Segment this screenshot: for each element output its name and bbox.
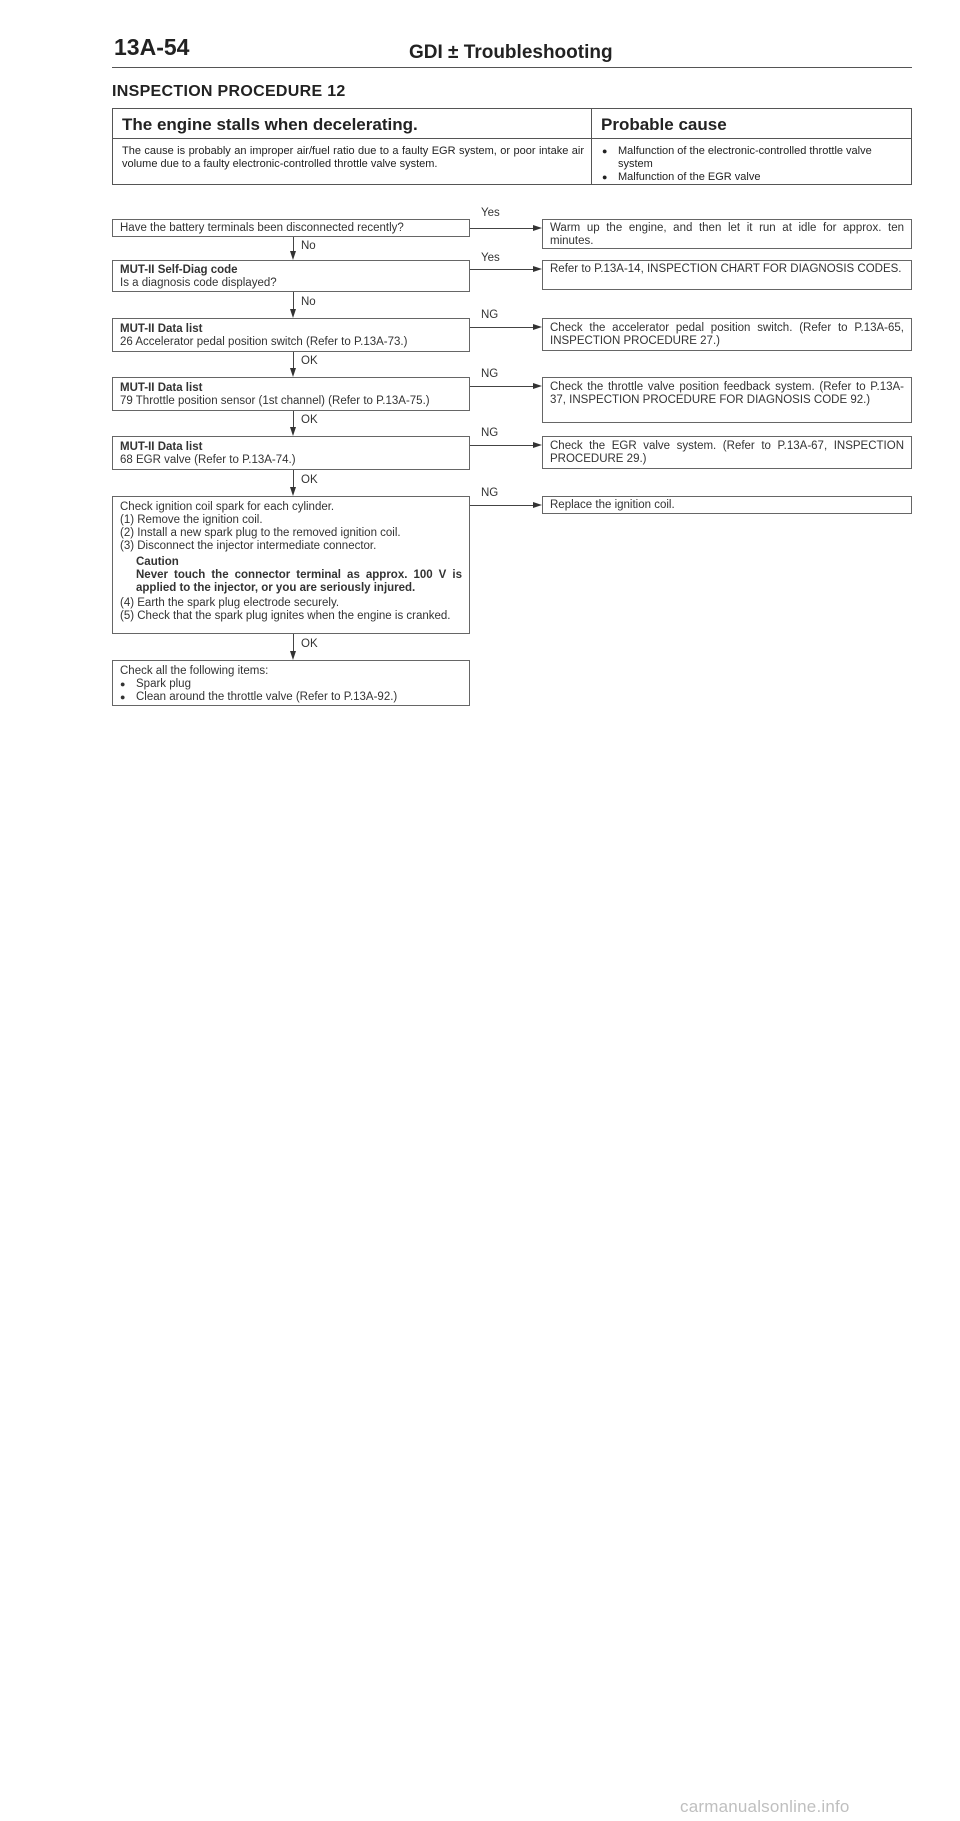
step7-item: ● Clean around the throttle valve (Refer to P.13A-92.) [120, 691, 462, 704]
step2-yes-label: Yes [481, 252, 500, 264]
symptom-heading: The engine stalls when decelerating. [122, 115, 418, 134]
step4-text: 79 Throttle position sensor (1st channel) (Refer to P.13A-75.) [120, 395, 430, 407]
step5-ng-label: NG [481, 427, 499, 439]
probable-cause-item: ● Malfunction of the electronic-controlled throttle valve system [602, 145, 906, 171]
step6-ng-label: NG [481, 487, 499, 499]
step6-line: (1) Remove the ignition coil. [120, 514, 263, 526]
symptom-table [112, 108, 912, 185]
step6-line: (3) Disconnect the injector intermediate connector. [120, 540, 377, 552]
step5-ng-arrow [470, 442, 542, 449]
step4-ng-label: NG [481, 368, 499, 380]
step6-line: (5) Check that the spark plug ignites when the engine is cranked. [120, 610, 451, 622]
page-number: 13A-54 [114, 34, 190, 60]
page-header-title: GDI ± Troubleshooting [409, 42, 613, 63]
step2-yes-arrow [470, 266, 542, 273]
step3-text: 26 Accelerator pedal position switch (Refer to P.13A-73.) [120, 336, 408, 348]
step4-result-box [542, 377, 912, 423]
step2-result: Refer to P.13A-14, INSPECTION CHART FOR DIAGNOSIS CODES. [550, 263, 902, 275]
step1-result-box [542, 219, 912, 249]
table-header-divider [113, 138, 911, 139]
step3-result: Check the accelerator pedal position switch. (Refer to P.13A-65, INSPECTION PROCEDURE 27.) [550, 322, 904, 347]
step5-box [112, 436, 470, 470]
step4-ok-label: OK [301, 414, 318, 426]
step6-result: Replace the ignition coil. [550, 499, 675, 511]
step2-no-arrow [290, 292, 297, 318]
step3-title: MUT-II Data list [120, 323, 203, 335]
symptom-description: The cause is probably an improper air/fuel ratio due to a faulty EGR system, or poor intake air volume due to a faulty electronic-controlled throttle valve system. [122, 145, 584, 170]
step1-no-arrow [290, 237, 297, 260]
step5-result: Check the EGR valve system. (Refer to P.13A-67, INSPECTION PROCEDURE 29.) [550, 440, 904, 465]
step6-ng-arrow [470, 502, 542, 509]
step6-line: Check ignition coil spark for each cylinder. [120, 501, 335, 513]
step7-box [112, 660, 470, 706]
step2-question: Is a diagnosis code displayed? [120, 277, 277, 289]
step4-title: MUT-II Data list [120, 382, 203, 394]
step1-question: Have the battery terminals been disconnected recently? [120, 222, 404, 234]
step4-ng-arrow [470, 383, 542, 390]
step5-text: 68 EGR valve (Refer to P.13A-74.) [120, 454, 296, 466]
step5-ok-arrow [290, 470, 297, 496]
probable-cause-heading: Probable cause [601, 115, 727, 134]
step5-ok-label: OK [301, 474, 318, 486]
step4-result: Check the throttle valve position feedback system. (Refer to P.13A-37, INSPECTION PROCEDURE FOR DIAGNOSIS CODE 92.) [550, 381, 904, 406]
step3-box [112, 318, 470, 352]
step3-ok-label: OK [301, 355, 318, 367]
step1-result: Warm up the engine, and then let it run at idle for approx. ten minutes. [550, 222, 904, 247]
step3-ng-arrow [470, 324, 542, 331]
caution-note [120, 556, 462, 595]
step6-line: (4) Earth the spark plug electrode securely. [120, 597, 340, 609]
step4-box [112, 377, 470, 411]
step7-text: Check all the following items: [120, 665, 269, 677]
step1-yes-arrow [470, 225, 542, 232]
step2-no-label: No [301, 296, 316, 308]
caution-text: Never touch the connector terminal as approx. 100 V is applied to the injector, or you are seriously injured. [136, 569, 462, 594]
step5-result-box [542, 436, 912, 469]
step5-title: MUT-II Data list [120, 441, 203, 453]
probable-cause-item: ● Malfunction of the EGR valve [602, 171, 906, 184]
step6-box [112, 496, 470, 634]
step6-line: (2) Install a new spark plug to the removed ignition coil. [120, 527, 401, 539]
step1-box [112, 219, 470, 237]
step6-ok-label: OK [301, 638, 318, 650]
step4-ok-arrow [290, 411, 297, 436]
step7-item-list [120, 678, 462, 704]
step3-ng-label: NG [481, 309, 499, 321]
step3-ok-arrow [290, 352, 297, 377]
step1-yes-label: Yes [481, 207, 500, 219]
step3-result-box [542, 318, 912, 351]
section-title: INSPECTION PROCEDURE 12 [112, 83, 346, 100]
step6-result-box [542, 496, 912, 514]
watermark: carmanualsonline.info [680, 1797, 850, 1816]
step2-title: MUT-II Self-Diag code [120, 264, 238, 276]
step7-item: ● Spark plug [120, 678, 462, 691]
step2-box [112, 260, 470, 292]
step1-no-label: No [301, 240, 316, 252]
step6-ok-arrow [290, 634, 297, 660]
probable-cause-list [602, 145, 906, 184]
caution-title: Caution [136, 556, 179, 568]
header-divider [112, 67, 912, 68]
table-column-divider [591, 109, 592, 184]
step2-result-box [542, 260, 912, 290]
